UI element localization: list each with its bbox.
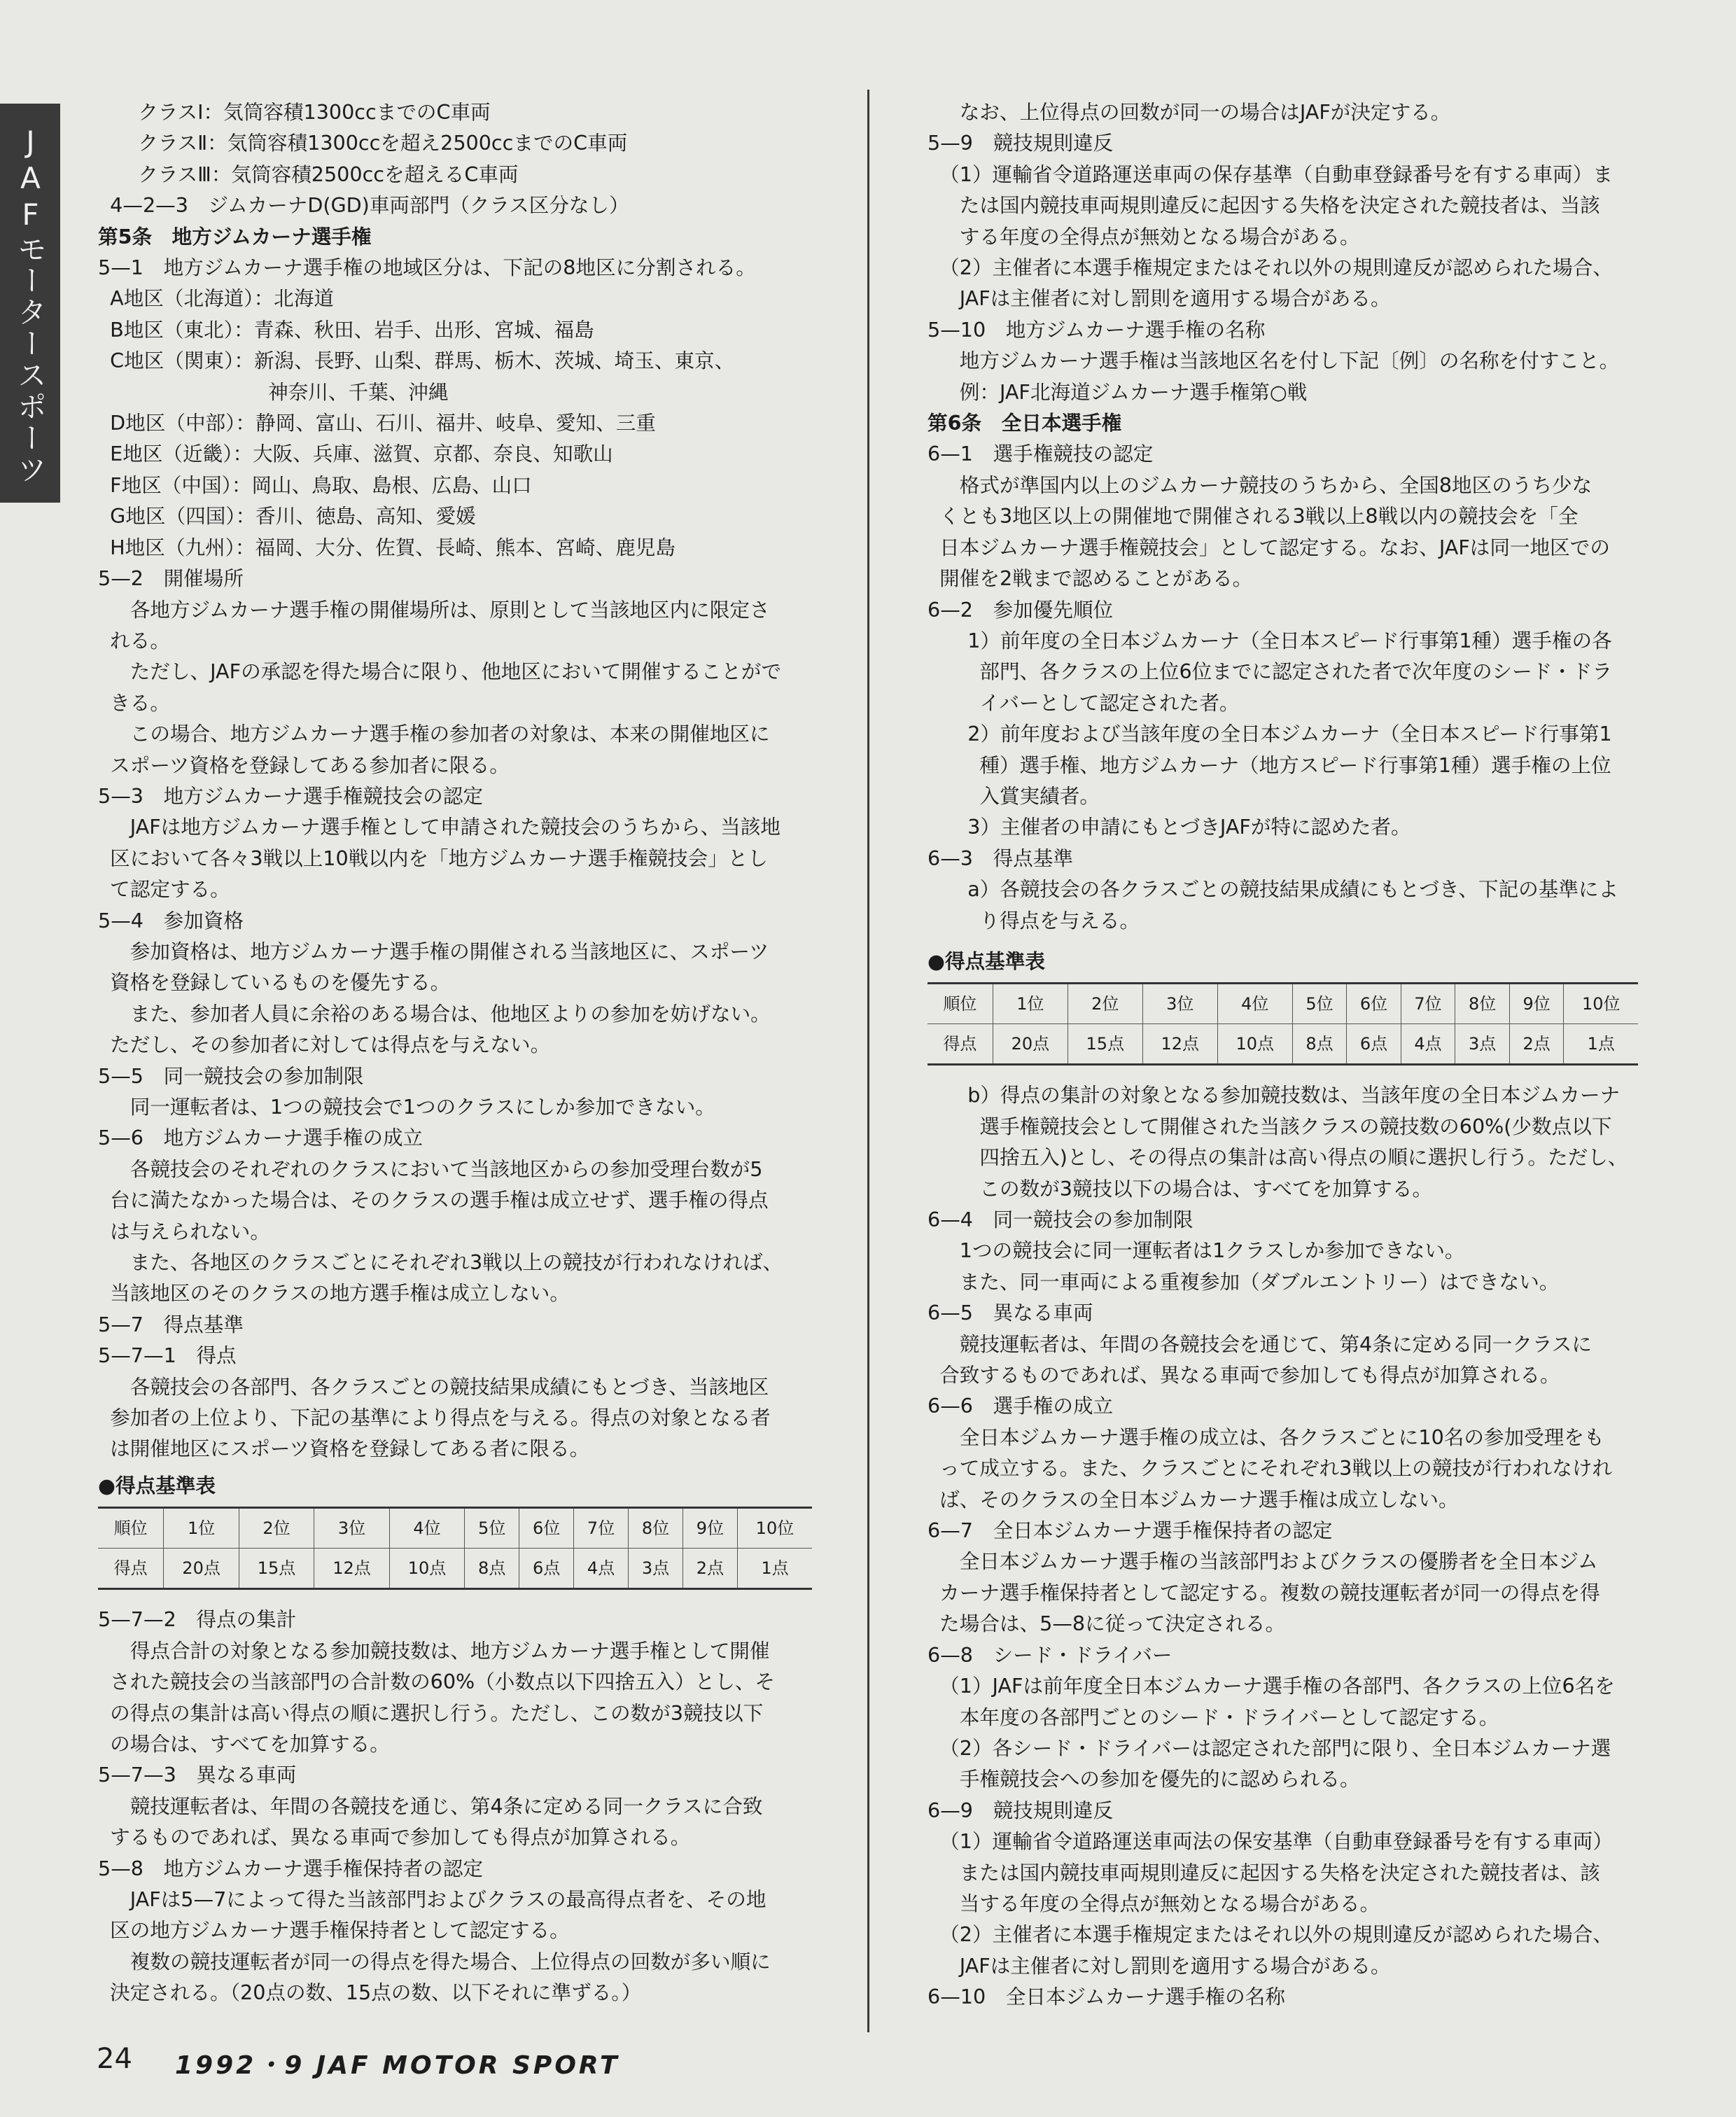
text-line: この場合、地方ジムカーナ選手権の参加者の対象は、本来の開催地区に (130, 722, 770, 746)
text-line: JAFは主催者に対し罰則を適用する場合がある。 (959, 286, 1391, 311)
text-line: なお、上位得点の回数が同一の場合はJAFが決定する。 (959, 100, 1451, 124)
text-line: た場合は、5—8に従って決定される。 (939, 1612, 1286, 1636)
text-line: 四捨五入)とし、その得点の集計は高い得点の順に選択し行う。ただし、 (979, 1145, 1628, 1170)
text-line: G地区（四国）：香川、徳島、高知、愛媛 (110, 504, 476, 529)
score-table-right (927, 982, 1638, 1066)
text-line: 各地方ジムカーナ選手権の開催場所は、原則として当該地区内に限定さ (130, 597, 770, 622)
text-line: スポーツ資格を登録してある参加者に限る。 (110, 753, 510, 777)
text-line: て認定する。 (110, 877, 230, 902)
text-line: 手権競技会への参加を優先的に認められる。 (959, 1767, 1360, 1791)
right-text-block (927, 97, 1638, 936)
text-line: 6—7 全日本ジムカーナ選手権保持者の認定 (927, 1518, 1333, 1543)
text-line: （2）各シード・ドライバーは認定された部門に限り、全日本ジムカーナ選 (939, 1735, 1611, 1760)
text-line: 4—2—3 ジムカーナD(GD)車両部門（クラス区分なし） (110, 193, 629, 218)
text-line: 全日本ジムカーナ選手権の当該部門およびクラスの優勝者を全日本ジム (959, 1549, 1598, 1574)
left-text-block (98, 97, 812, 1465)
text-line: 5—4 参加資格 (98, 908, 244, 932)
rank-cell: 9位 (1509, 984, 1564, 1024)
text-line: って成立する。また、クラスごとにそれぞれ3戦以上の競技が行われなけれ (939, 1456, 1613, 1481)
text-line: くとも3地区以上の開催地で開催される3戦以上8戦以内の競技会を「全 (939, 504, 1578, 529)
text-line: （1）運輸省令道路運送車両法の保安基準（自動車登録番号を有する車両） (939, 1829, 1613, 1854)
text-line: 当該地区のそのクラスの地方選手権は成立しない。 (110, 1281, 570, 1306)
text-line: 選手権競技会として開催された当該クラスの競技数の60%(少数点以下 (979, 1114, 1612, 1138)
text-line: 資格を登録しているものを優先する。 (110, 970, 451, 995)
text-line: 5—7 得点基準 (98, 1312, 244, 1336)
text-line: 第6条 全日本選手権 (927, 411, 1122, 435)
text-line: り得点を与える。 (979, 908, 1140, 932)
text-line: 種）選手権、地方ジムカーナ（地方スピード行事第1種）選手権の上位 (979, 753, 1611, 777)
column-divider (867, 90, 869, 2032)
points-cell: 10点 (1217, 1024, 1292, 1065)
rank-cell: 6位 (1347, 984, 1401, 1024)
text-line: 6—6 選手権の成立 (927, 1394, 1114, 1418)
text-line: 各競技会のそれぞれのクラスにおいて当該地区からの参加受理台数が5 (130, 1157, 763, 1181)
text-line: D地区（中部）：静岡、富山、石川、福井、岐阜、愛知、三重 (110, 411, 656, 435)
rank-cell: 6位 (519, 1508, 574, 1549)
rank-cell: 順位 (98, 1508, 164, 1549)
rank-cell: 4位 (1217, 984, 1292, 1024)
text-line: また、同一車両による重複参加（ダブルエントリー）はできない。 (959, 1269, 1560, 1294)
page-number: 24 (97, 2043, 132, 2075)
rank-cell: 9位 (682, 1508, 737, 1549)
text-line: 地方ジムカーナ選手権は当該地区名を付し下記〔例〕の名称を付すこと。 (959, 349, 1620, 373)
text-line: 区の地方ジムカーナ選手権保持者として認定する。 (110, 1918, 570, 1943)
text-line: 3）主催者の申請にもとづきJAFが特に認めた者。 (967, 815, 1411, 839)
text-line: 6—1 選手権競技の認定 (927, 442, 1154, 466)
points-cell: 得点 (927, 1024, 993, 1065)
text-line: JAFは5—7によって得た当該部門およびクラスの最高得点者を、その地 (130, 1887, 766, 1911)
text-line: クラスⅠ：気筒容積1300ccまでのC車両 (138, 100, 491, 124)
points-cell: 8点 (465, 1549, 519, 1589)
rank-cell: 10位 (1564, 984, 1638, 1024)
text-line: 6—10 全日本ジムカーナ選手権の名称 (927, 1985, 1285, 2009)
text-line: 6—3 得点基準 (927, 846, 1073, 870)
points-cell: 3点 (629, 1549, 683, 1589)
text-line: 1つの競技会に同一運転者は1クラスしか参加できない。 (959, 1238, 1465, 1263)
text-line: する年度の全得点が無効となる場合がある。 (959, 224, 1360, 249)
rank-cell: 8位 (1455, 984, 1510, 1024)
rank-cell: 5位 (1292, 984, 1347, 1024)
text-line: 6—8 シード・ドライバー (927, 1642, 1172, 1667)
text-line: H地区（九州）：福岡、大分、佐賀、長崎、熊本、宮崎、鹿児島 (110, 535, 676, 559)
text-line: 第5条 地方ジムカーナ選手権 (98, 224, 372, 249)
text-line: クラスⅡ：気筒容積1300ccを超え2500ccまでのC車両 (138, 131, 628, 155)
rank-cell: 8位 (629, 1508, 683, 1549)
points-cell: 2点 (682, 1549, 737, 1589)
right-text-block-after (927, 1080, 1638, 2012)
text-line: 2）前年度および当該年度の全日本ジムカーナ（全日本スピード行事第1 (967, 722, 1612, 746)
points-cell: 10点 (389, 1549, 464, 1589)
text-line: また、参加者人員に余裕のある場合は、他地区よりの参加を妨げない。 (130, 1001, 771, 1026)
points-cell: 20点 (993, 1024, 1068, 1065)
magazine-title: 1992・9 JAF MOTOR SPORT (175, 2051, 620, 2080)
text-line: たは国内競技車両規則違反に起因する失格を決定された競技者は、当該 (959, 193, 1600, 218)
text-line: 各競技会の各部門、各クラスごとの競技結果成績にもとづき、当該地区 (130, 1374, 769, 1399)
points-cell: 得点 (98, 1549, 164, 1589)
text-line: 5—10 地方ジムカーナ選手権の名称 (927, 317, 1266, 342)
text-line: 神奈川、千葉、沖縄 (268, 379, 449, 404)
text-line: 6—2 参加優先順位 (927, 597, 1114, 622)
score-table-rank-row (98, 1508, 812, 1549)
text-line: は与えられない。 (110, 1219, 270, 1243)
text-line: 5—5 同一競技会の参加制限 (98, 1063, 364, 1088)
score-table-points-row (927, 1024, 1638, 1065)
left-text-block-after (98, 1604, 812, 2008)
points-cell: 1点 (737, 1549, 812, 1589)
text-line: JAFは地方ジムカーナ選手権として申請された競技会のうちから、当該地 (130, 815, 780, 839)
score-table-rank-row (927, 984, 1638, 1024)
rank-cell: 7位 (1401, 984, 1455, 1024)
text-line: B地区（東北）：青森、秋田、岩手、出形、宮城、福島 (110, 317, 594, 342)
text-line: A地区（北海道）：北海道 (110, 286, 334, 311)
score-table-points-row (98, 1549, 812, 1589)
text-line: 競技運転者は、年間の各競技会を通じて、第4条に定める同一クラスに (959, 1332, 1592, 1356)
text-line: 例：JAF北海道ジムカーナ選手権第○戦 (959, 379, 1308, 404)
text-line: 6—4 同一競技会の参加制限 (927, 1208, 1194, 1231)
rank-cell: 3位 (314, 1508, 389, 1549)
right-column (927, 97, 1638, 2013)
left-column (98, 97, 812, 2008)
text-line: れる。 (110, 628, 170, 652)
text-line: 得点合計の対象となる参加競技数は、地方ジムカーナ選手権として開催 (130, 1638, 770, 1663)
text-line: 競技運転者は、年間の各競技を通じ、第4条に定める同一クラスに合致 (130, 1794, 763, 1818)
rank-cell: 10位 (737, 1508, 812, 1549)
text-line: するものであれば、異なる車両で参加しても得点が加算される。 (110, 1825, 691, 1850)
rank-cell: 1位 (993, 984, 1068, 1024)
text-line: 5—7—3 異なる車両 (98, 1763, 297, 1787)
text-line: 開催を2戦まで認めることがある。 (939, 566, 1253, 591)
text-line: また、各地区のクラスごとにそれぞれ3戦以上の競技が行われなければ、 (130, 1250, 783, 1275)
text-line: F地区（中国）：岡山、鳥取、島根、広島、山口 (110, 473, 532, 497)
points-cell: 8点 (1292, 1024, 1347, 1065)
points-cell: 12点 (314, 1549, 389, 1589)
points-cell: 1点 (1564, 1024, 1638, 1065)
text-line: （1）JAFは前年度全日本ジムカーナ選手権の各部門、各クラスの上位6名を (939, 1674, 1615, 1698)
text-line: 決定される。（20点の数、15点の数、以下それに準ずる。） (110, 1980, 642, 2005)
text-line: 5—2 開催場所 (98, 566, 244, 591)
rank-cell: 2位 (1068, 984, 1142, 1024)
rank-cell: 順位 (927, 984, 993, 1024)
text-line: クラスⅢ：気筒容積2500ccを超えるC車両 (138, 162, 519, 186)
score-table-title-right: ●得点基準表 (927, 949, 1045, 973)
text-line: この数が3競技以下の場合は、すべてを加算する。 (979, 1176, 1433, 1201)
text-line: 全日本ジムカーナ選手権の成立は、各クラスごとに10名の参加受理をも (959, 1425, 1604, 1449)
text-line: 日本ジムカーナ選手権競技会」として認定する。なお、JAFは同一地区での (939, 535, 1610, 559)
text-line: ただし、その参加者に対しては得点を与えない。 (110, 1033, 551, 1057)
text-line: 合致するものであれば、異なる車両で参加しても得点が加算される。 (939, 1363, 1560, 1388)
section-tab: JAFモータースポーツ (0, 104, 60, 503)
text-line: E地区（近畿）：大阪、兵庫、滋賀、京都、奈良、知歌山 (110, 442, 613, 466)
points-cell: 15点 (1068, 1024, 1142, 1065)
text-line: された競技会の当該部門の合計数の60%（小数点以下四捨五入）とし、そ (110, 1670, 776, 1694)
rank-cell: 3位 (1142, 984, 1217, 1024)
rank-cell: 1位 (164, 1508, 239, 1549)
text-line: 5—7—2 得点の集計 (98, 1607, 297, 1632)
text-line: 台に満たなかった場合は、そのクラスの選手権は成立せず、選手権の得点 (110, 1188, 769, 1213)
points-cell: 15点 (239, 1549, 314, 1589)
text-line: 入賞実績者。 (979, 783, 1100, 808)
points-cell: 3点 (1455, 1024, 1510, 1065)
text-line: C地区（関東）：新潟、長野、山梨、群馬、栃木、茨城、埼玉、東京、 (110, 349, 735, 373)
text-line: 本年度の各部門ごとのシード・ドライバーとして認定する。 (959, 1705, 1499, 1729)
points-cell: 20点 (164, 1549, 239, 1589)
text-line: a）各競技会の各クラスごとの競技結果成績にもとづき、下記の基準によ (967, 877, 1619, 902)
text-line: （1）運輸省令道路運送車両の保存基準（自動車登録番号を有する車両）ま (939, 162, 1613, 186)
text-line: 6—9 競技規則違反 (927, 1798, 1114, 1822)
points-cell: 2点 (1509, 1024, 1564, 1065)
text-line: 当する年度の全得点が無効となる場合がある。 (959, 1891, 1380, 1915)
text-line: 区において各々3戦以上10戦以内を「地方ジムカーナ選手権競技会」とし (110, 846, 768, 870)
points-cell: 12点 (1142, 1024, 1217, 1065)
text-line: イバーとして認定された者。 (979, 690, 1240, 715)
text-line: 複数の競技運転者が同一の得点を得た場合、上位得点の回数が多い順に (130, 1949, 771, 1973)
score-table-title-left: ●得点基準表 (98, 1473, 216, 1497)
text-line: は開催地区にスポーツ資格を登録してある者に限る。 (110, 1437, 590, 1461)
points-cell: 6点 (1347, 1024, 1401, 1065)
rank-cell: 2位 (239, 1508, 314, 1549)
text-line: ば、そのクラスの全日本ジムカーナ選手権は成立しない。 (939, 1487, 1459, 1511)
text-line: または国内競技車両規則違反に起因する失格を決定された競技者は、該 (959, 1860, 1600, 1885)
text-line: 1）前年度の全日本ジムカーナ（全日本スピード行事第1種）選手権の各 (967, 628, 1612, 652)
text-line: （2）主催者に本選手権規定またはそれ以外の規則違反が認められた場合、 (939, 1922, 1613, 1947)
text-line: 参加者の上位より、下記の基準により得点を与える。得点の対象となる者 (110, 1406, 771, 1430)
text-line: 5—9 競技規則違反 (927, 131, 1114, 155)
text-line: 部門、各クラスの上位6位までに認定された者で次年度のシード・ドラ (979, 659, 1613, 684)
text-line: ただし、JAFの承認を得た場合に限り、他地区において開催することがで (130, 659, 782, 684)
score-table-left (98, 1507, 812, 1590)
text-line: 5—3 地方ジムカーナ選手権競技会の認定 (98, 783, 483, 808)
text-line: （2）主催者に本選手権規定またはそれ以外の規則違反が認められた場合、 (939, 256, 1613, 280)
text-line: b）得点の集計の対象となる参加競技数は、当該年度の全日本ジムカーナ (967, 1083, 1620, 1108)
text-line: 参加資格は、地方ジムカーナ選手権の開催される当該地区に、スポーツ (130, 939, 769, 963)
text-line: の得点の集計は高い得点の順に選択し行う。ただし、この数が3競技以下 (110, 1700, 764, 1725)
rank-cell: 4位 (389, 1508, 464, 1549)
text-line: 5—1 地方ジムカーナ選手権の地域区分は、下記の8地区に分割される。 (98, 256, 756, 280)
text-line: 5—7—1 得点 (98, 1343, 237, 1368)
text-line: 5—6 地方ジムカーナ選手権の成立 (98, 1126, 424, 1150)
text-line: 同一運転者は、1つの競技会で1つのクラスにしか参加できない。 (130, 1095, 715, 1119)
points-cell: 4点 (1401, 1024, 1455, 1065)
points-cell: 4点 (574, 1549, 629, 1589)
text-line: カーナ選手権保持者として認定する。複数の競技運転者が同一の得点を得 (939, 1580, 1600, 1605)
text-line: 格式が準国内以上のジムカーナ競技のうちから、全国8地区のうち少な (959, 473, 1592, 497)
text-line: 5—8 地方ジムカーナ選手権保持者の認定 (98, 1856, 483, 1880)
rank-cell: 7位 (574, 1508, 629, 1549)
text-line: きる。 (110, 690, 170, 715)
rank-cell: 5位 (465, 1508, 519, 1549)
text-line: 6—5 異なる車両 (927, 1301, 1093, 1325)
text-line: の場合は、すべてを加算する。 (110, 1731, 390, 1756)
text-line: JAFは主催者に対し罰則を適用する場合がある。 (959, 1953, 1391, 1978)
points-cell: 6点 (519, 1549, 574, 1589)
